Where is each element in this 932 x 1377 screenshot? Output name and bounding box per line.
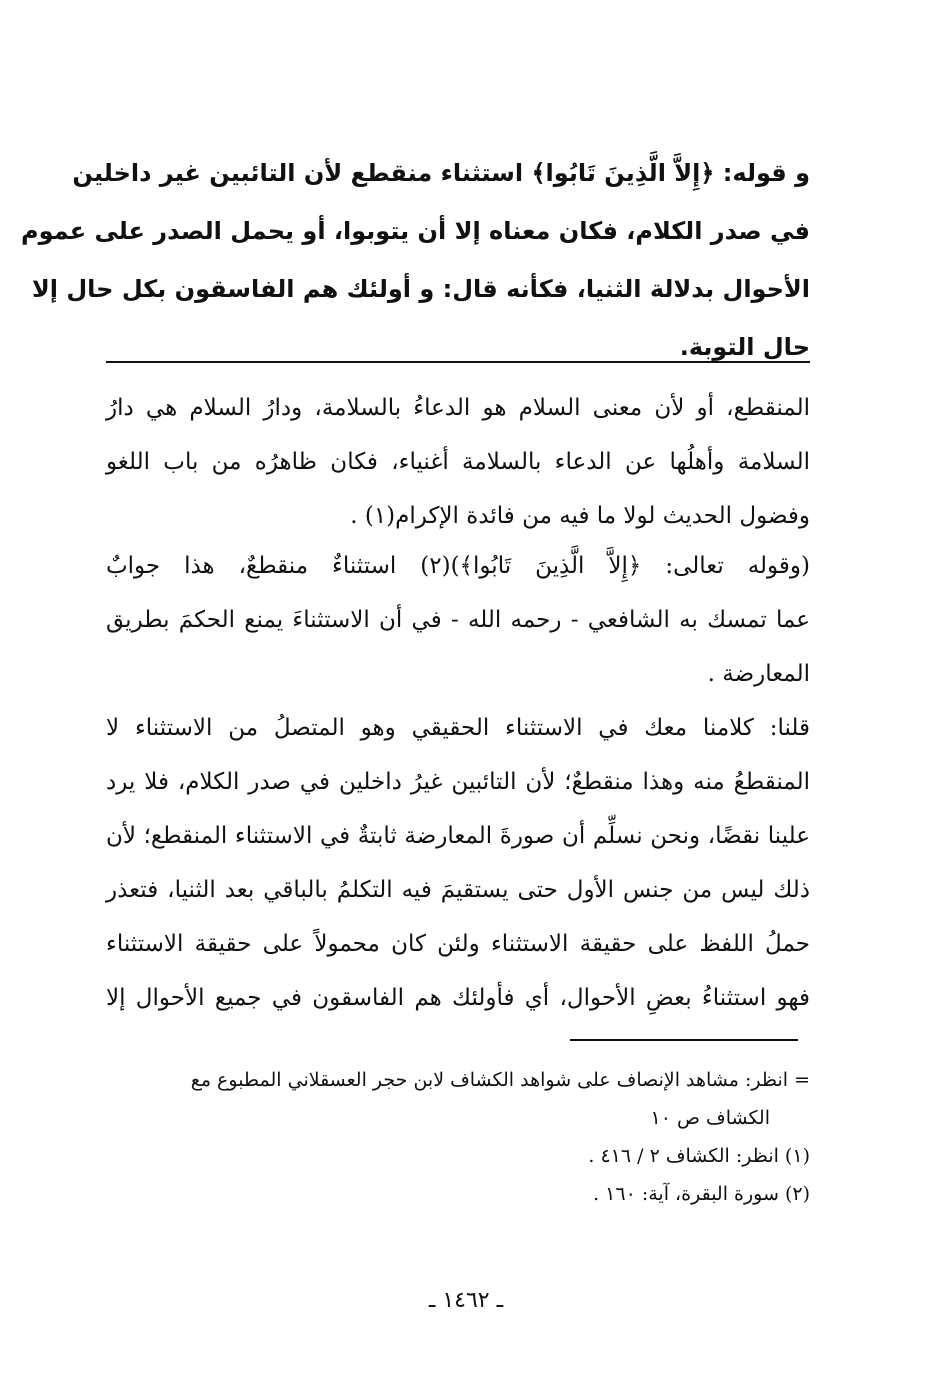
commentary-line: المنقطع، أو لأن معنى السلام هو الدعاءُ بالسلامة، ودارُ السلام هي دارُ <box>106 395 810 421</box>
footnote-line: (٢) سورة البقرة، آية: ١٦٠ . <box>593 1183 810 1205</box>
commentary-paragraph-1 <box>106 384 810 546</box>
footnote-line: (١) انظر: الكشاف ٢ / ٤١٦ . <box>588 1145 810 1167</box>
footnotes <box>90 1063 810 1215</box>
page-number: ـ ١٤٦٢ ـ <box>428 1288 504 1313</box>
commentary-line: السلامة وأهلُها عن الدعاء بالسلامة أغنياء، فكان ظاهرُه من باب اللغو <box>106 449 810 475</box>
main-text-line: الأحوال بدلالة الثنيا، فكأنه قال: و أولئك هم الفاسقون بكل حال إلا <box>31 275 810 303</box>
commentary-line: (وقوله تعالى: ﴿إِلاَّ الَّذِينَ تَابُوا﴾)(٢) استثناءٌ منقطعٌ، هذا جوابٌ <box>106 553 811 579</box>
footnote-line: = انظر: مشاهد الإنصاف على شواهد الكشاف لابن حجر العسقلاني المطبوع مع <box>190 1069 810 1091</box>
main-text-line: حال التوبة. <box>679 333 810 361</box>
footnote-separator-rule <box>570 1039 798 1041</box>
commentary-line: قلنا: كلامنا معك في الاستثناء الحقيقي وهو المتصلُ من الاستثناء لا <box>106 715 810 741</box>
commentary-line: وفضول الحديث لولا ما فيه من فائدة الإكرام(١) . <box>350 503 810 529</box>
commentary-paragraph-2 <box>106 542 810 704</box>
main-text <box>21 148 810 380</box>
footnote-line: الكشاف ص ١٠ <box>650 1107 770 1129</box>
commentary-paragraph-3 <box>106 704 810 1028</box>
commentary-line: المنقطعُ منه وهذا منقطعٌ؛ لأن التائبين غيرُ داخلين في صدر الكلام، فلا يرد <box>106 769 810 795</box>
commentary-line: ذلك ليس من جنس الأول حتى يستقيمَ فيه التكلمُ بالباقي بعد الثنيا، فتعذر <box>106 877 810 903</box>
main-text-line: و قوله: ﴿إِلاَّ الَّذِينَ تَابُوا﴾ استثناء منقطع لأن التائبين غير داخلين <box>72 159 810 187</box>
commentary-line: عما تمسك به الشافعي - رحمه الله - في أن الاستثناءَ يمنع الحكمَ بطريق <box>106 607 810 633</box>
main-separator-rule <box>106 361 810 363</box>
commentary-line: المعارضة . <box>707 661 810 687</box>
commentary-line: فهو استثناءُ بعضِ الأحوال، أي فأولئك هم الفاسقون في جميع الأحوال إلا <box>106 985 810 1011</box>
main-text-line: في صدر الكلام، فكان معناه إلا أن يتوبوا، أو يحمل الصدر على عموم <box>21 217 810 245</box>
commentary-line: علينا نقضًا، ونحن نسلِّم أن صورةَ المعارضة ثابتةٌ في الاستثناء المنقطع؛ لأن <box>106 823 810 849</box>
commentary-line: حملُ اللفظ على حقيقة الاستثناء ولئن كان محمولاً على حقيقة الاستثناء <box>106 931 810 957</box>
